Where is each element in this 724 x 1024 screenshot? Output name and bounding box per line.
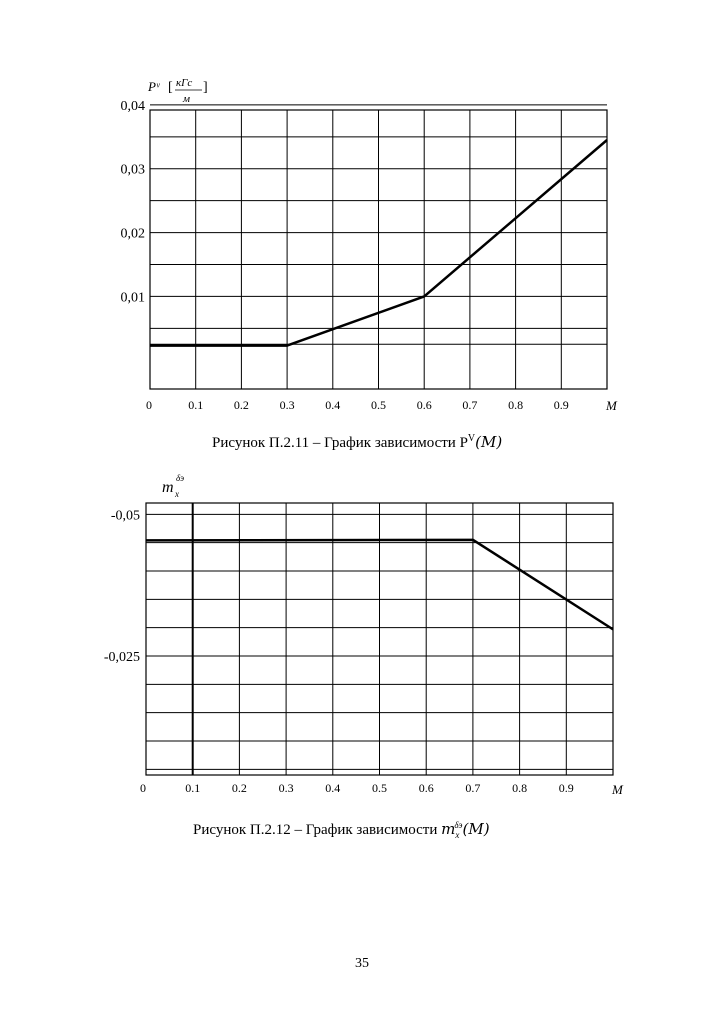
caption-2-text: Рисунок П.2.12 – График зависимости xyxy=(193,822,442,838)
chart1-x-tick-label: 0.7 xyxy=(462,398,478,412)
chart1-x-axis-title: M xyxy=(606,398,617,413)
chart1-x-tick-label: 0.3 xyxy=(279,398,295,412)
chart2-x-tick-label: 0 xyxy=(140,781,146,795)
chart1-y-axis-title xyxy=(147,77,208,105)
chart1-y-tick-label: 0,02 xyxy=(120,226,145,242)
caption-1-text: Рисунок П.2.11 – График зависимости P xyxy=(212,435,468,451)
figure-caption-1 xyxy=(212,433,502,452)
caption-2-argument: (M) xyxy=(462,820,490,838)
y-axis-unit-denominator: м xyxy=(183,93,191,105)
y-axis-unit-numerator: кГс xyxy=(176,77,193,89)
chart1-y-tick-label: 0,01 xyxy=(120,290,145,306)
chart1-x-tick-label: 0.9 xyxy=(553,398,569,412)
y-axis-bracket-open: [ xyxy=(168,80,173,95)
caption-2-symbol: m xyxy=(441,820,456,838)
y-axis-symbol-m: m xyxy=(162,479,174,496)
chart1-y-tick-label: 0,04 xyxy=(120,98,145,114)
chart2-y-axis-title xyxy=(162,473,184,499)
chart2-frame xyxy=(146,503,613,775)
chart2-series xyxy=(146,540,613,630)
y-axis-subscript: x xyxy=(175,489,179,499)
figure-caption-2 xyxy=(193,820,490,840)
chart1-x-ticks xyxy=(146,398,569,412)
chart1-y-tick-label: 0,03 xyxy=(120,162,145,178)
caption-1-superscript: V xyxy=(467,433,476,444)
chart1-x-tick-label: 0.8 xyxy=(508,398,524,412)
y-axis-superscript: δэ xyxy=(176,473,185,483)
chart2-x-tick-label: 0.3 xyxy=(278,781,294,795)
caption-1-argument: (M) xyxy=(475,433,503,451)
chart1-x-tick-label: 0.2 xyxy=(233,398,249,412)
chart2-x-axis-title: M xyxy=(612,782,623,797)
chart2-x-tick-label: 0.7 xyxy=(465,781,481,795)
chart2-x-tick-label: 0.2 xyxy=(231,781,247,795)
chart1-x-tick-label: 0.1 xyxy=(188,398,204,412)
caption-2-superscript: δэ xyxy=(454,820,463,830)
chart2-y-tick-label: -0,025 xyxy=(103,650,140,665)
chart-p-v xyxy=(0,0,724,430)
chart1-x-tick-label: 0.6 xyxy=(416,398,432,412)
chart1-x-tick-label: 0.5 xyxy=(371,398,386,412)
chart2-grid xyxy=(146,503,613,775)
caption-2-subscript: x xyxy=(455,830,460,840)
chart2-x-tick-label: 0.6 xyxy=(418,781,434,795)
chart2-y-ticks xyxy=(104,508,140,665)
chart2-x-tick-label: 0.9 xyxy=(558,781,574,795)
chart2-y-tick-label: -0,05 xyxy=(110,508,140,524)
chart2-x-tick-label: 0.4 xyxy=(325,781,341,795)
chart2-x-tick-label: 0.1 xyxy=(185,781,201,795)
y-axis-bracket-close: ] xyxy=(203,80,208,95)
chart2-x-tick-label: 0.8 xyxy=(512,781,528,795)
chart2-x-tick-label: 0.5 xyxy=(372,781,387,795)
y-axis-symbol: Pᵛ xyxy=(148,79,160,94)
page-number: 35 xyxy=(355,956,369,971)
chart2-series-line xyxy=(146,540,613,630)
chart1-x-tick-label: 0 xyxy=(146,398,152,412)
chart1-x-tick-label: 0.4 xyxy=(325,398,341,412)
chart1-y-ticks xyxy=(121,99,146,306)
chart2-x-ticks xyxy=(140,781,574,795)
